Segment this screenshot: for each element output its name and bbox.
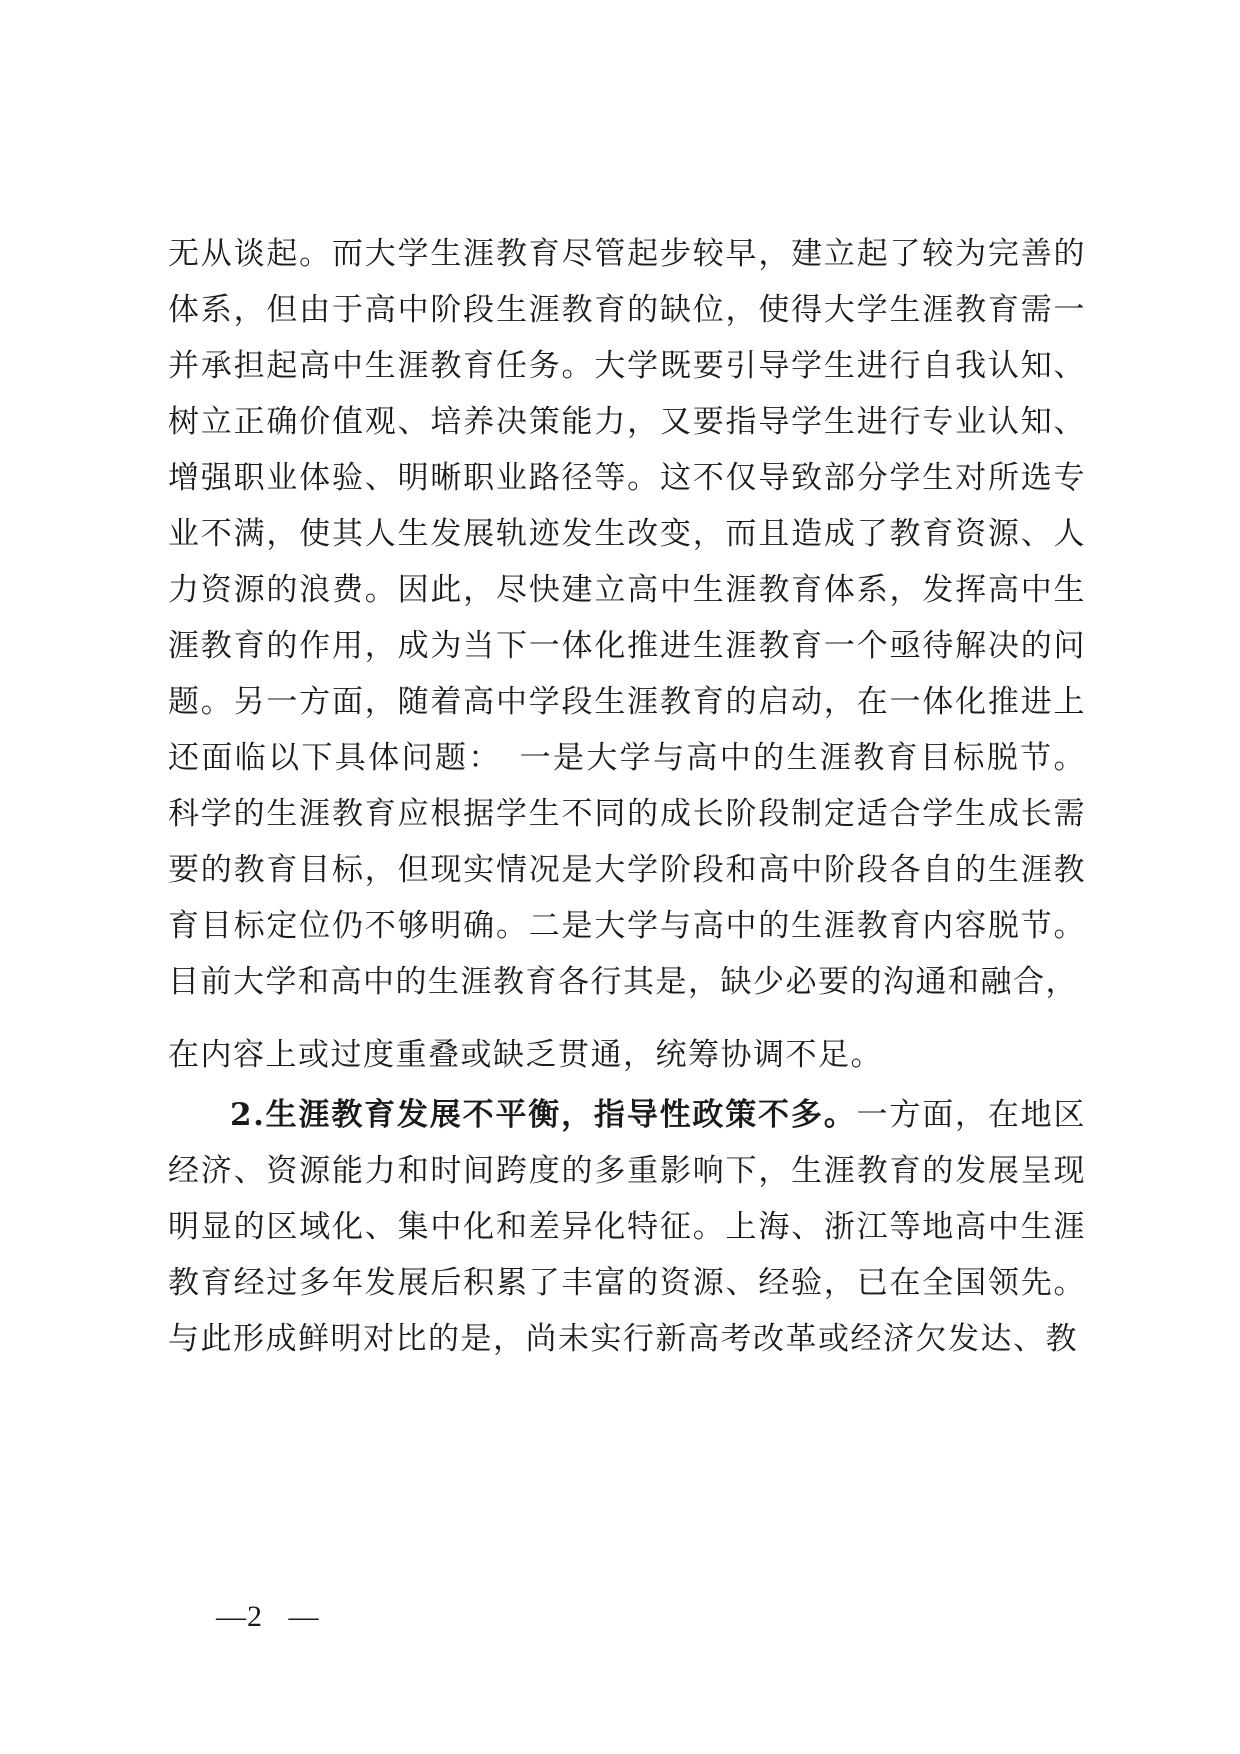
footer-right-dash: — xyxy=(288,1600,320,1633)
footer-left-dash: — xyxy=(216,1600,247,1633)
section-heading-2: 2.生涯教育发展不平衡，指导性政策不多。 xyxy=(230,1097,857,1133)
body-paragraph-1: 无从谈起。而大学生涯教育尽管起步较早，建立起了较为完善的体系，但由于高中阶段生涯教育的缺位，使得大学生涯教育需一并承担起高中生涯教育任务。大学既要引导学生进行自我认知、树立正确价值观、培养决策能力，又要指导学生进行专业认知、增强职业体验、明晰职业路径等。这不仅导致部分学生对所选专业不满，使其人生发展轨迹发生改变，而且造成了教育资源、人力资源的浪费。因此，尽快建立高中生涯教育体系，发挥高中生涯教育的作用，成为当下一体化推进生涯教育一个亟待解决的问题。另一方面，随着高中学段生涯教育的启动，在一体化推进上还面临以下具体问题： 一是大学与高中的生涯教育目标脱节。科学的生涯教育应根据学生不同的成长阶段制定适合学生成长需要的教育目标，但现实情况是大学阶段和高中阶段各自的生涯教育目标定位仍不够明确。二是大学与高中的生涯教育内容脱节。目前大学和高中的生涯教育各行其是，缺少必要的沟通和融合， xyxy=(168,236,1086,1000)
page-footer xyxy=(216,1600,320,1634)
section-body-2: 一方面，在地区经济、资源能力和时间跨度的多重影响下，生涯教育的发展呈现明显的区域化、集中化和差异化特征。上海、浙江等地高中生涯教育经过多年发展后积累了丰富的资源、经验，已在全国领先。与此形成鲜明对比的是，尚未实行新高考改革或经济欠发达、教 xyxy=(168,1097,1086,1357)
body-paragraph-3 xyxy=(168,1087,1086,1367)
body-paragraph-2: 在内容上或过度重叠或缺乏贯通，统筹协调不足。 xyxy=(168,1037,883,1073)
page-number: 2 xyxy=(247,1600,263,1633)
